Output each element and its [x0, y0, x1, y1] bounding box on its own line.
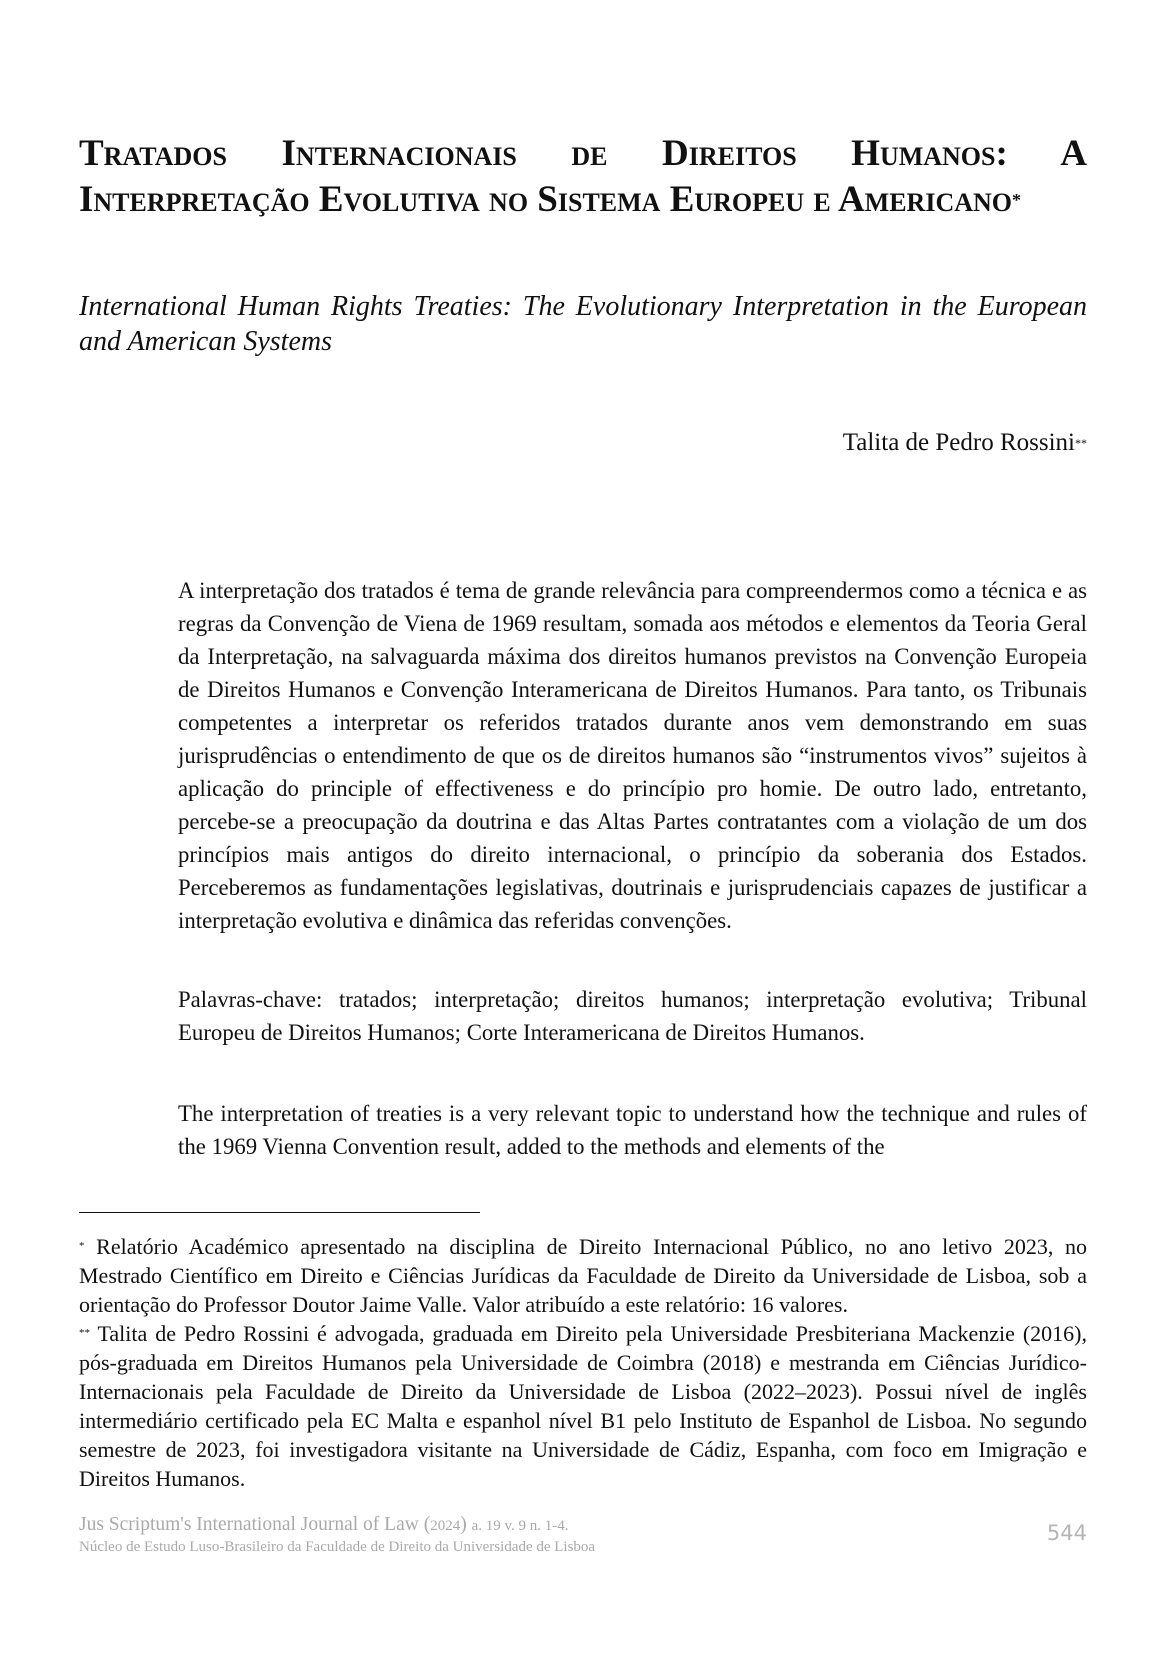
article-subtitle: International Human Rights Treaties: The Evolutionary Interpretation in the European and American Systems — [79, 291, 1087, 357]
footer-journal — [79, 1513, 569, 1538]
footer-volume: a. 19 v. 9 n. 1-4. — [471, 1518, 569, 1534]
footer-institution: Núcleo de Estudo Luso-Brasileiro da Faculdade de Direito da Universidade de Lisboa — [79, 1539, 596, 1555]
abstract-english: The interpretation of treaties is a very relevant topic to understand how the technique and rules of the 1969 Vienna Convention result, added to the methods and elements of the — [178, 1101, 1087, 1159]
abstract-portuguese: A interpretação dos tratados é tema de grande relevância para compreendermos como a técnica e as regras da Convenção de Viena de 1969 resultam, somada aos métodos e elementos da Teoria Geral da Interpretação, na salvaguarda máxima dos direitos humanos previstos na Convenção Europeia de Direitos Humanos e Convenção Interamericana de Direitos Humanos. Para tanto, os Tribunais competentes a interpretar os referidos tratados durante anos vem demonstrando em suas jurisprudências o entendimento de que os de direitos humanos são “instrumentos vivos” sujeitos à aplicação do principle of effectiveness e do princípio pro homie. De outro lado, entretanto, percebe-se a preocupação da doutrina e das Altas Partes contratantes com a violação de um dos princípios mais antigos do direito internacional, o princípio da soberania dos Estados. Perceberemos as fundamentações legislativas, doutrinais e jurisprudenciais capazes de justificar a interpretação evolutiva e dinâmica das referidas convenções. — [178, 578, 1087, 933]
footnote-2-mark: ** — [79, 1327, 90, 1339]
article-title-text: Tratados Internacionais de Direitos Humanos: A Interpretação Evolutiva no Sistema Europeu e Americano — [79, 133, 1087, 220]
footnote-1 — [79, 1232, 1087, 1319]
author-name: Talita de Pedro Rossini — [842, 429, 1075, 456]
footnote-2-text: Talita de Pedro Rossini é advogada, graduada em Direito pela Universidade Presbiteriana Mackenzie (2016), pós-graduada em Direitos Humanos pela Universidade de Coimbra (2018) e mestranda em Ciências Jurídico-Internacionais pela Faculdade de Direito da Universidade de Lisboa (2022–2023). Possui nível de inglês intermediário certificado pela EC Malta e espanhol nível B1 pelo Instituto de Espanhol de Lisboa. No segundo semestre de 2023, foi investigadora visitante na Universidade de Cádiz, Espanha, com foco em Imigração e Direitos Humanos. — [79, 1321, 1087, 1491]
footer-journal-name: Jus Scriptum's International Journal of Law ( — [79, 1514, 431, 1535]
author-footnote-mark: ** — [1075, 436, 1087, 450]
author-line — [843, 428, 1087, 458]
footnote-2 — [79, 1319, 1087, 1493]
footer-year: 2024 — [430, 1518, 461, 1534]
title-footnote-mark: * — [1012, 190, 1021, 210]
page-number: 544 — [1046, 1521, 1087, 1545]
article-title — [79, 131, 1087, 223]
footnote-1-mark: * — [79, 1240, 85, 1252]
footer-paren: ) — [460, 1514, 472, 1535]
footnote-1-text: Relatório Académico apresentado na disciplina de Direito Internacional Público, no ano letivo 2023, no Mestrado Científico em Direito e Ciências Jurídicas da Faculdade de Direito da Universidade de Lisboa, sob a orientação do Professor Doutor Jaime Valle. Valor atribuído a este relatório: 16 valores. — [79, 1234, 1088, 1317]
keywords-portuguese: Palavras-chave: tratados; interpretação; direitos humanos; interpretação evolutiva; Tribunal Europeu de Direitos Humanos; Corte Interamericana de Direitos Humanos. — [178, 987, 1087, 1045]
footnote-separator — [79, 1212, 480, 1213]
